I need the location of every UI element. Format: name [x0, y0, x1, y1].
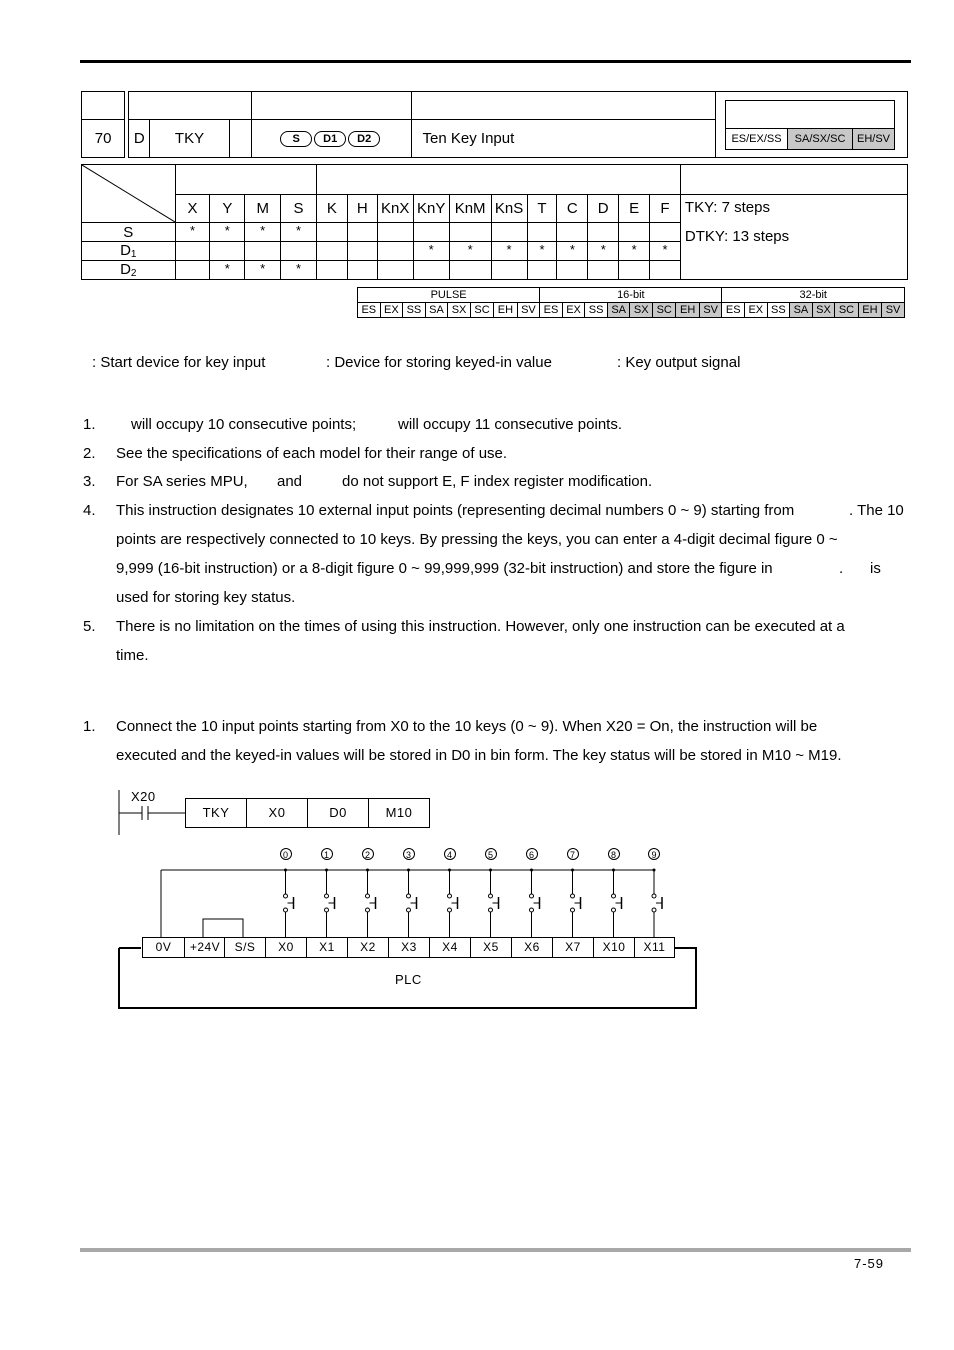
- key-6-label: 6: [526, 848, 538, 860]
- switch-contact-dot: [612, 869, 615, 872]
- expl-1-text-b: will occupy 11 consecutive points.: [398, 416, 623, 433]
- device-cell: [650, 261, 681, 280]
- device-col-14: F: [650, 195, 681, 223]
- expl-4-line-3b: .: [839, 560, 844, 577]
- device-cell: *: [281, 261, 317, 280]
- switch-contact-dot: [530, 894, 534, 898]
- model-cell: EX: [745, 303, 768, 318]
- device-col-7: KnY: [413, 195, 449, 223]
- model-cell: SC: [835, 303, 858, 318]
- device-col-1: Y: [210, 195, 245, 223]
- device-cell: *: [491, 242, 527, 261]
- row-label-main: S: [123, 223, 134, 241]
- contact-label: X20: [131, 789, 156, 804]
- switch-contact-dot: [530, 869, 533, 872]
- switch-contact-dot: [530, 908, 534, 912]
- device-cell: *: [527, 242, 557, 261]
- model-cell: SX: [448, 303, 471, 318]
- device-cell: [491, 223, 527, 242]
- device-cell: *: [619, 242, 650, 261]
- key-2-label: 2: [362, 848, 374, 860]
- device-cell: [316, 261, 347, 280]
- device-cell: [527, 261, 557, 280]
- controller-models: ES/EX/SS SA/SX/SC EH/SV: [725, 128, 895, 150]
- device-cell: *: [281, 223, 317, 242]
- operand-row-label: [82, 242, 176, 261]
- device-cell: [588, 223, 619, 242]
- example-num-1: 1.: [83, 718, 96, 735]
- terminal-24v: +24V: [184, 937, 226, 958]
- expl-num-5: 5.: [83, 618, 96, 635]
- device-col-8: KnM: [449, 195, 491, 223]
- row-label-main: D: [120, 261, 131, 278]
- model-cell: SA: [790, 303, 813, 318]
- product-table: [357, 287, 905, 318]
- device-cell: [281, 242, 317, 261]
- device-cell: [557, 223, 588, 242]
- steps-line: TKY: 7 steps: [684, 199, 770, 216]
- device-cell: [347, 223, 377, 242]
- device-col-13: E: [619, 195, 650, 223]
- switch-contact-dot: [653, 869, 656, 872]
- model-cell: EX: [380, 303, 403, 318]
- model-cell: SS: [585, 303, 608, 318]
- terminal-0v: 0V: [142, 937, 185, 958]
- switch-contact-dot: [366, 869, 369, 872]
- model-cell: SC: [653, 303, 676, 318]
- operand-d1-desc: : Device for storing keyed-in value: [326, 354, 552, 371]
- model-cell: SS: [767, 303, 790, 318]
- device-cell: *: [413, 242, 449, 261]
- row-label-main: D: [120, 242, 131, 259]
- expl-num-3: 3.: [83, 473, 96, 490]
- device-cell: [245, 242, 281, 261]
- device-cell: [588, 261, 619, 280]
- switch-contact-dot: [284, 869, 287, 872]
- device-col-12: D: [588, 195, 619, 223]
- device-cell: [316, 242, 347, 261]
- model-cell: ES: [358, 303, 381, 318]
- key-9-label: 9: [648, 848, 660, 860]
- device-table: [81, 164, 908, 280]
- key-8-label: 8: [608, 848, 620, 860]
- device-cell: [347, 242, 377, 261]
- key-5-label: 5: [485, 848, 497, 860]
- device-cell: [210, 242, 245, 261]
- expl-4-line-3a: 9,999 (16-bit instruction) or a 8-digit figure 0 ~ 99,999,999 (32-bit instruction) and store the figure in: [116, 560, 773, 577]
- model-cell: EX: [562, 303, 585, 318]
- key-7-label: 7: [567, 848, 579, 860]
- device-cell: [650, 223, 681, 242]
- switch-contact-dot: [284, 894, 288, 898]
- device-cell: *: [588, 242, 619, 261]
- device-col-11: C: [557, 195, 588, 223]
- terminal-x10: X10: [593, 937, 635, 958]
- switch-contact-dot: [448, 908, 452, 912]
- device-cell: [449, 261, 491, 280]
- example-line-1: Connect the 10 input points starting from X0 to the 10 keys (0 ~ 9). When X20 = On, the instruction will be: [116, 718, 818, 735]
- terminal-x7: X7: [552, 937, 594, 958]
- device-cell: [449, 223, 491, 242]
- device-cell: *: [245, 261, 281, 280]
- expl-4-line-3c: is: [870, 560, 881, 577]
- expl-4-line-4: used for storing key status.: [116, 589, 296, 606]
- device-cell: [491, 261, 527, 280]
- operands: [251, 120, 411, 158]
- device-cell: *: [245, 223, 281, 242]
- device-cell: *: [210, 223, 245, 242]
- ladder-cell-d1: D0: [307, 798, 369, 828]
- row-label-sub: 2: [130, 268, 137, 279]
- model-cell: EH: [676, 303, 699, 318]
- device-cell: [175, 242, 210, 261]
- switch-contact-dot: [652, 908, 656, 912]
- switch-contact-dot: [612, 908, 616, 912]
- terminal-x3: X3: [388, 937, 430, 958]
- table-corner: [82, 165, 176, 223]
- device-cell: [619, 261, 650, 280]
- model-cell: SV: [699, 303, 722, 318]
- model-cell: SA: [425, 303, 448, 318]
- device-cell: [413, 223, 449, 242]
- device-col-2: M: [245, 195, 281, 223]
- expl-3-text-c: do not support E, F index register modification.: [342, 473, 653, 490]
- plc-label: PLC: [395, 972, 422, 987]
- switch-contact-dot: [366, 894, 370, 898]
- key-3-label: 3: [403, 848, 415, 860]
- ladder-cell-s: X0: [246, 798, 308, 828]
- switch-contact-dot: [489, 869, 492, 872]
- model-cell: ES: [540, 303, 563, 318]
- switch-contact-dot: [612, 894, 616, 898]
- expl-num-1: 1.: [83, 416, 96, 433]
- device-col-5: H: [347, 195, 377, 223]
- switch-contact-dot: [325, 894, 329, 898]
- device-cell: [377, 261, 413, 280]
- page-number: 7-59: [854, 1256, 885, 1271]
- expl-5-line-1: There is no limitation on the times of using this instruction. However, only one instruction can be executed at a: [116, 618, 845, 635]
- model-cell: SC: [470, 303, 493, 318]
- terminal-x11: X11: [634, 937, 675, 958]
- group-16bit: 16-bit: [540, 288, 722, 303]
- model-cell: SV: [882, 303, 905, 318]
- device-cell: [413, 261, 449, 280]
- terminal-x0: X0: [265, 937, 307, 958]
- switch-contact-dot: [284, 908, 288, 912]
- ladder-cell-d2: M10: [368, 798, 430, 828]
- terminal-x5: X5: [470, 937, 512, 958]
- top-rule: [80, 60, 911, 63]
- mnemonic: TKY: [150, 120, 229, 158]
- expl-3-text-a: For SA series MPU,: [116, 473, 248, 490]
- expl-4-line-1a: This instruction designates 10 external input points (representing decimal numbers 0 ~ 9) starting from: [116, 502, 795, 519]
- device-cell: *: [210, 261, 245, 280]
- key-4-label: 4: [444, 848, 456, 860]
- terminal-ss: S/S: [224, 937, 266, 958]
- switch-contact-dot: [366, 908, 370, 912]
- switch-contact-dot: [571, 869, 574, 872]
- ladder-cell-instruction: TKY: [185, 798, 247, 828]
- terminal-x6: X6: [511, 937, 553, 958]
- example-line-2: executed and the keyed-in values will be stored in D0 in bin form. The key status will be stored in M10 ~ M19.: [116, 747, 842, 764]
- device-cell: [377, 242, 413, 261]
- device-cell: *: [650, 242, 681, 261]
- key-1-label: 1: [321, 848, 333, 860]
- model-cell: EH: [494, 303, 517, 318]
- operand-s-badge: S: [280, 131, 312, 147]
- bottom-rule: [80, 1248, 911, 1252]
- switch-contact-dot: [407, 869, 410, 872]
- model-cell: EH: [858, 303, 881, 318]
- model-cell: SX: [812, 303, 835, 318]
- expl-num-2: 2.: [83, 445, 96, 462]
- model-cell: SV: [517, 303, 540, 318]
- device-cell: [316, 223, 347, 242]
- switch-contact-dot: [325, 908, 329, 912]
- device-col-0: X: [175, 195, 210, 223]
- row-label-sub: 1: [130, 249, 137, 260]
- device-col-4: K: [316, 195, 347, 223]
- operand-row-label: [82, 261, 176, 280]
- group-32bit: 32-bit: [722, 288, 905, 303]
- device-cell: [619, 223, 650, 242]
- device-cell: [175, 261, 210, 280]
- device-cell: *: [557, 242, 588, 261]
- device-cell: *: [175, 223, 210, 242]
- switch-contact-dot: [407, 894, 411, 898]
- device-cell: *: [449, 242, 491, 261]
- switch-contact-dot: [571, 908, 575, 912]
- device-cell: [377, 223, 413, 242]
- api-number: 70: [82, 120, 125, 158]
- device-col-3: S: [281, 195, 317, 223]
- d-prefix: D: [129, 120, 150, 158]
- terminal-x2: X2: [347, 937, 389, 958]
- switch-contact-dot: [652, 894, 656, 898]
- device-col-10: T: [527, 195, 557, 223]
- switch-contact-dot: [489, 908, 493, 912]
- operand-row-label: [82, 223, 176, 242]
- function-name: Ten Key Input: [411, 120, 715, 158]
- operand-d1-badge: D1: [314, 131, 346, 147]
- expl-4-line-1b: . The 10: [849, 502, 904, 519]
- switch-contact-dot: [325, 869, 328, 872]
- expl-2-text: See the specifications of each model for their range of use.: [116, 445, 508, 462]
- operand-d2-desc: : Key output signal: [617, 354, 741, 371]
- instruction-header-table: [81, 91, 908, 158]
- expl-5-line-2: time.: [116, 647, 149, 664]
- expl-3-text-b: and: [277, 473, 303, 490]
- expl-4-line-2: points are respectively connected to 10 keys. By pressing the keys, you can enter a 4-digit decimal figure 0 ~: [116, 531, 838, 548]
- model-cell: SX: [630, 303, 653, 318]
- key-0-label: 0: [280, 848, 292, 860]
- model-cell: ES: [722, 303, 745, 318]
- model-cell: SS: [403, 303, 426, 318]
- device-cell: [347, 261, 377, 280]
- switch-contact-dot: [407, 908, 411, 912]
- device-cell: [557, 261, 588, 280]
- switch-contact-dot: [489, 894, 493, 898]
- terminal-x1: X1: [306, 937, 348, 958]
- steps-cell: [680, 195, 907, 280]
- operand-d2-badge: D2: [348, 131, 380, 147]
- group-pulse: PULSE: [358, 288, 540, 303]
- switch-contact-dot: [448, 894, 452, 898]
- operand-s-desc: : Start device for key input: [92, 354, 266, 371]
- switch-contact-dot: [448, 869, 451, 872]
- controllers-cell: [716, 120, 908, 158]
- model-cell: SA: [607, 303, 630, 318]
- expl-num-4: 4.: [83, 502, 96, 519]
- steps-line: DTKY: 13 steps: [684, 228, 790, 245]
- terminal-x4: X4: [429, 937, 471, 958]
- device-cell: [527, 223, 557, 242]
- device-col-6: KnX: [377, 195, 413, 223]
- device-col-9: KnS: [491, 195, 527, 223]
- expl-1-text-a: will occupy 10 consecutive points;: [131, 416, 357, 433]
- switch-contact-dot: [571, 894, 575, 898]
